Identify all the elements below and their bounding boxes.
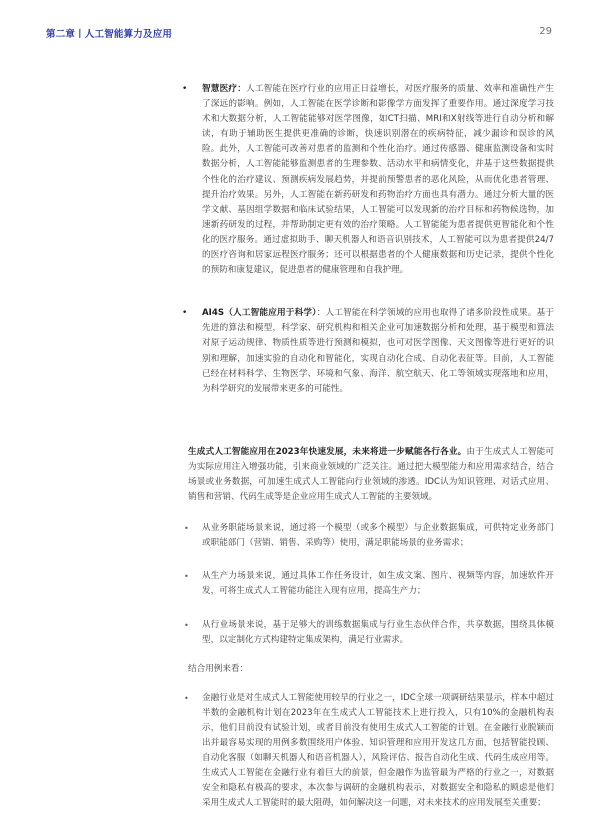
sub-bullet-text: 从业务职能场景来说，通过将一个模型（或多个模型）与企业数据集成，可供特定业务部门或职能部门（营销、销售、采购等）使用，满足职能场景的业务需求； bbox=[202, 523, 554, 549]
chapter-title: 第二章丨人工智能算力及应用 bbox=[46, 29, 173, 40]
case-bullet-finance bbox=[184, 691, 554, 812]
page-content bbox=[0, 82, 600, 812]
sub-bullet-business bbox=[184, 521, 554, 551]
paragraph-text: 由于生成式人工智能可为实际应用注入增强功能，引来商业领域的广泛关注。通过把大模型能力和应用需求结合，结合场景或业务数据，可加速生成式人工智能向行业领域的渗透。IDC认为知识管理、对话式应用、销售和营销、代码生成等是企业应用生成式人工智能的主要领域。 bbox=[188, 446, 554, 503]
bullet-dot: • bbox=[184, 572, 189, 582]
sub-bullet-text: 从行业场景来说，基于足够大的训练数据集成与行业生态伙伴合作，共享数据，围绕具体模型，以定制化方式构建特定集成架构，满足行业需求。 bbox=[202, 619, 554, 645]
bullet-text: ：人工智能在科学领域的应用也取得了诸多阶段性成果。基于先进的算法和模型，科学家、研究机构和相关企业可加速数据分析和处理，基于模型和算法对原子运动规律、物质性质等进行预测和模拟，也可对医学图像、天文图像等进行更好的识别和理解，加速实验的自动化和智能化，实现自动化合成、自动化表征等。目前，人工智能已经在材料科学、生物医学、环境和气象、海洋、航空航天、化工等领域实现落地和应用，为科学研究的发展带来更多的可能性。 bbox=[202, 308, 554, 394]
sub-bullet-productivity bbox=[184, 569, 554, 599]
bullet-dot: • bbox=[184, 693, 189, 703]
case-bullet-text: 金融行业是对生成式人工智能使用较早的行业之一，IDC全球一项调研结果显示，样本中超过半数的金融机构计划在2023年在生成式人工智能技术上进行投入，只有10%的金融机构表示，他们目前没有试验计划，或者目前没有使用生成式人工智能的计划。在金融行业脱颖而出并最容易实现的用例多数围绕用户体验、知识管理和应用开发这几方面，包括智能投顾、自动化客服（如聊天机器人和语音机器人），风险评估、报告自动化生成、代码生成应用等。生成式人工智能在金融行业有着巨大的前景，但金融作为监管最为严格的行业之一，对数据安全和隐私有极高的要求，本次参与调研的金融机构表示，对数据安全和隐私的顾虑是他们采用生成式人工智能时的最大阻碍，如何解决这一问题，对未来技术的应用发展至关重要； bbox=[202, 692, 554, 809]
paragraph-lead: 生成式人工智能应用在2023年快速发展，未来将进一步赋能各行各业。 bbox=[188, 446, 467, 457]
bullet-ai4s bbox=[182, 306, 554, 397]
bullet-dot: • bbox=[184, 524, 189, 534]
genai-paragraph bbox=[188, 445, 554, 505]
bullet-dot: • bbox=[184, 620, 189, 630]
sub-bullet-text: 从生产力场景来说，通过具体工作任务设计，如生成文案、图片、视频等内容，加速软件开发，可将生成式人工智能功能注入现有应用，提高生产力； bbox=[202, 571, 554, 597]
bullet-dot: • bbox=[182, 84, 188, 94]
page-header bbox=[0, 0, 600, 60]
case-label: 结合用例来看： bbox=[188, 663, 249, 674]
bullet-lead: AI4S（人工智能应用于科学） bbox=[202, 308, 317, 319]
bullet-smart-healthcare bbox=[182, 82, 554, 278]
bullet-lead: 智慧医疗： bbox=[202, 84, 247, 94]
bullet-dot: • bbox=[182, 308, 188, 319]
bullet-text: 人工智能在医疗行业的应用正日益增长，对医疗服务的质量、效率和准确性产生了深远的影响。例如，人工智能在医学诊断和影像学方面发挥了重要作用。通过深度学习技术和大数据分析，人工智能能够对医学图像，如CT扫描、MRI和X射线等进行自动分析和解读，有助于辅助医生提供更准确的诊断，快速识别潜在的疾病特征，减少漏诊和误诊的风险。此外，人工智能可改善对患者的监测和个性化治疗。通过传感器、健康监测设备和实时数据分析，人工智能能够监测患者的生理参数、活动水平和病情变化，并基于这些数据提供个性化的治疗建议、预测疾病发展趋势，并提前预警患者的恶化风险，从而优化患者管理、提升治疗效果。另外，人工智能在新药研发和药物治疗方面也具有潜力。通过分析大量的医学文献、基因组学数据和临床试验结果，人工智能可以发现新的治疗目标和药物候选物，加速新药研发的过程，并帮助制定更有效的治疗策略。人工智能能为患者提供更智能化和个性化的医疗服务。通过虚拟助手、聊天机器人和语音识别技术，人工智能可以为患者提供24/7的医疗咨询和居家远程医疗服务；还可以根据患者的个人健康数据和历史记录，提供个性化的预防和康复建议，促进患者的健康管理和自我护理。 bbox=[202, 84, 554, 276]
sub-bullet-industry bbox=[184, 618, 554, 648]
page-number: 29 bbox=[539, 26, 552, 37]
